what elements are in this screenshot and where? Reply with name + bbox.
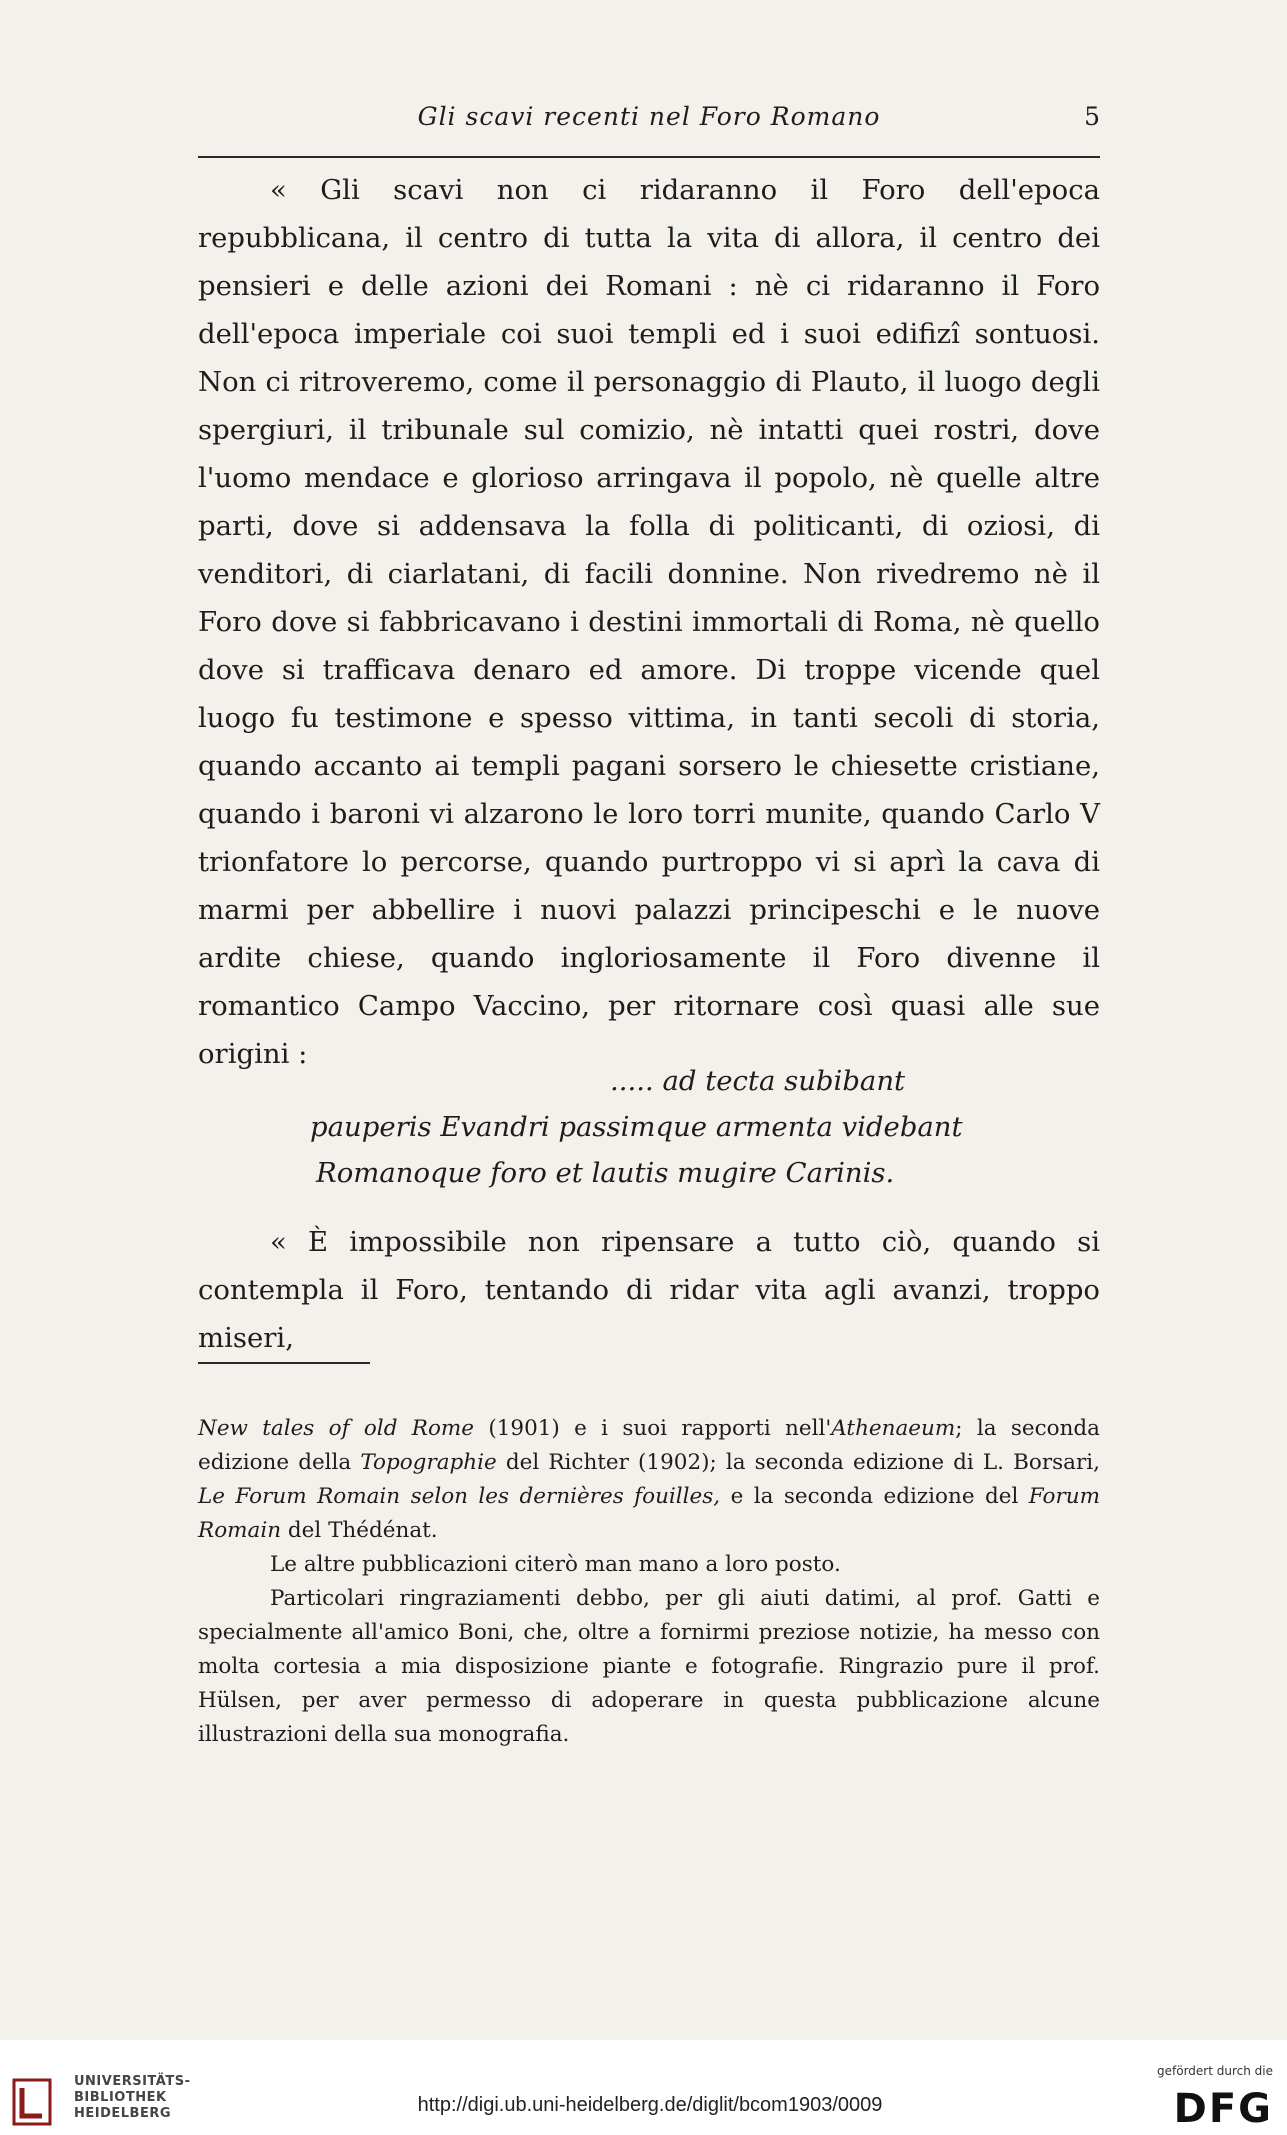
dfg-logo: DFG [1173, 2086, 1273, 2132]
page-header [198, 102, 1100, 142]
fn-text: del Thédénat. [281, 1518, 438, 1543]
fn-text: e la seconda edizione del [720, 1484, 1029, 1509]
library-name [74, 2074, 190, 2122]
header-rule [198, 156, 1100, 158]
fn-title-topographie: Topographie [360, 1450, 497, 1475]
footnote-3: Particolari ringraziamenti debbo, per gli aiuti datimi, al prof. Gatti e specialmente all'amico Boni, che, oltre a fornirmi preziose notizie, ha messo con molta cortesia a mia disposizione piante e fotografie. Ringrazio pure il prof. Hülsen, per aver permesso di adoperare in questa pubblicazione alcune illustrazioni della sua monografia. [198, 1586, 1100, 1747]
latin-quote [310, 1058, 1070, 1196]
footnote-2: Le altre pubblicazioni citerò man mano a loro posto. [270, 1552, 841, 1577]
main-text-continued [198, 1218, 1100, 1362]
permalink-url[interactable]: http://digi.ub.uni-heidelberg.de/diglit/bcom1903/0009 [417, 2094, 883, 2116]
fn-title-new-tales: New tales of old Rome [198, 1416, 475, 1441]
fn-title-forum-romain: Forum Romain [198, 1484, 1100, 1543]
ub-heidelberg-logo-icon [12, 2078, 52, 2126]
main-text [198, 166, 1100, 1078]
footnotes [198, 1412, 1100, 1752]
footnote-rule [198, 1362, 370, 1364]
fn-title-forum-romain-fouilles: Le Forum Romain selon les dernières fouilles, [198, 1484, 721, 1509]
library-line-2: BIBLIOTHEK [74, 2090, 167, 2105]
library-line-1: UNIVERSITÄTS- [74, 2074, 191, 2089]
quote-line-2: pauperis Evandri passimque armenta videbant [310, 1111, 963, 1143]
quote-line-3: Romanoque foro et lautis mugire Carinis. [316, 1157, 895, 1189]
footnote-1 [198, 1412, 1100, 1548]
funded-by-text: gefördert durch die [1157, 2064, 1273, 2078]
viewer-footer-bar [0, 2040, 1287, 2135]
fn-title-athenaeum: Athenaeum [831, 1416, 956, 1441]
fn-text: (1901) e i suoi rapporti nell' [474, 1416, 832, 1441]
paragraph-1: « Gli scavi non ci ridaranno il Foro dell'epoca repubblicana, il centro di tutta la vita di allora, il centro dei pensieri e delle azioni dei Romani : nè ci ridaranno il Foro dell'epoca imperiale coi suoi templi ed i suoi edifizî sontuosi. Non ci ritroveremo, come il personaggio di Plauto, il luogo degli spergiuri, il tribunale sul comizio, nè intatti quei rostri, dove l'uomo mendace e glorioso arringava il popolo, nè quelle altre parti, dove si addensava la folla di politicanti, di oziosi, di venditori, di ciarlatani, di facili donnine. Non rivedremo nè il Foro dove si fabbricavano i destini immortali di Roma, nè quello dove si trafficava denaro ed amore. Di troppe vicende quel luogo fu testimone e spesso vittima, in tanti secoli di storia, quando accanto ai templi pagani sorsero le chiesette cristiane, quando i baroni vi alzarono le loro torri munite, quando Carlo V trionfatore lo percorse, quando purtroppo vi si aprì la cava di marmi per abbellire i nuovi palazzi principeschi e le nuove ardite chiese, quando ingloriosamente il Foro divenne il romantico Campo Vaccino, per ritornare così quasi alle sue origini : [198, 174, 1100, 1070]
quote-line-1: ..... ad tecta subibant [610, 1065, 906, 1097]
fn-text: ; la seconda edizione della [198, 1416, 1100, 1475]
running-title: Gli scavi recenti nel Foro Romano [417, 102, 881, 131]
library-line-3: HEIDELBERG [74, 2106, 172, 2121]
page-number: 5 [1084, 102, 1100, 131]
paragraph-2: « È impossibile non ripensare a tutto ciò, quando si contempla il Foro, tentando di ridar vita agli avanzi, troppo miseri, [198, 1226, 1100, 1354]
fn-text: del Richter (1902); la seconda edizione di L. Borsari, [496, 1450, 1100, 1475]
